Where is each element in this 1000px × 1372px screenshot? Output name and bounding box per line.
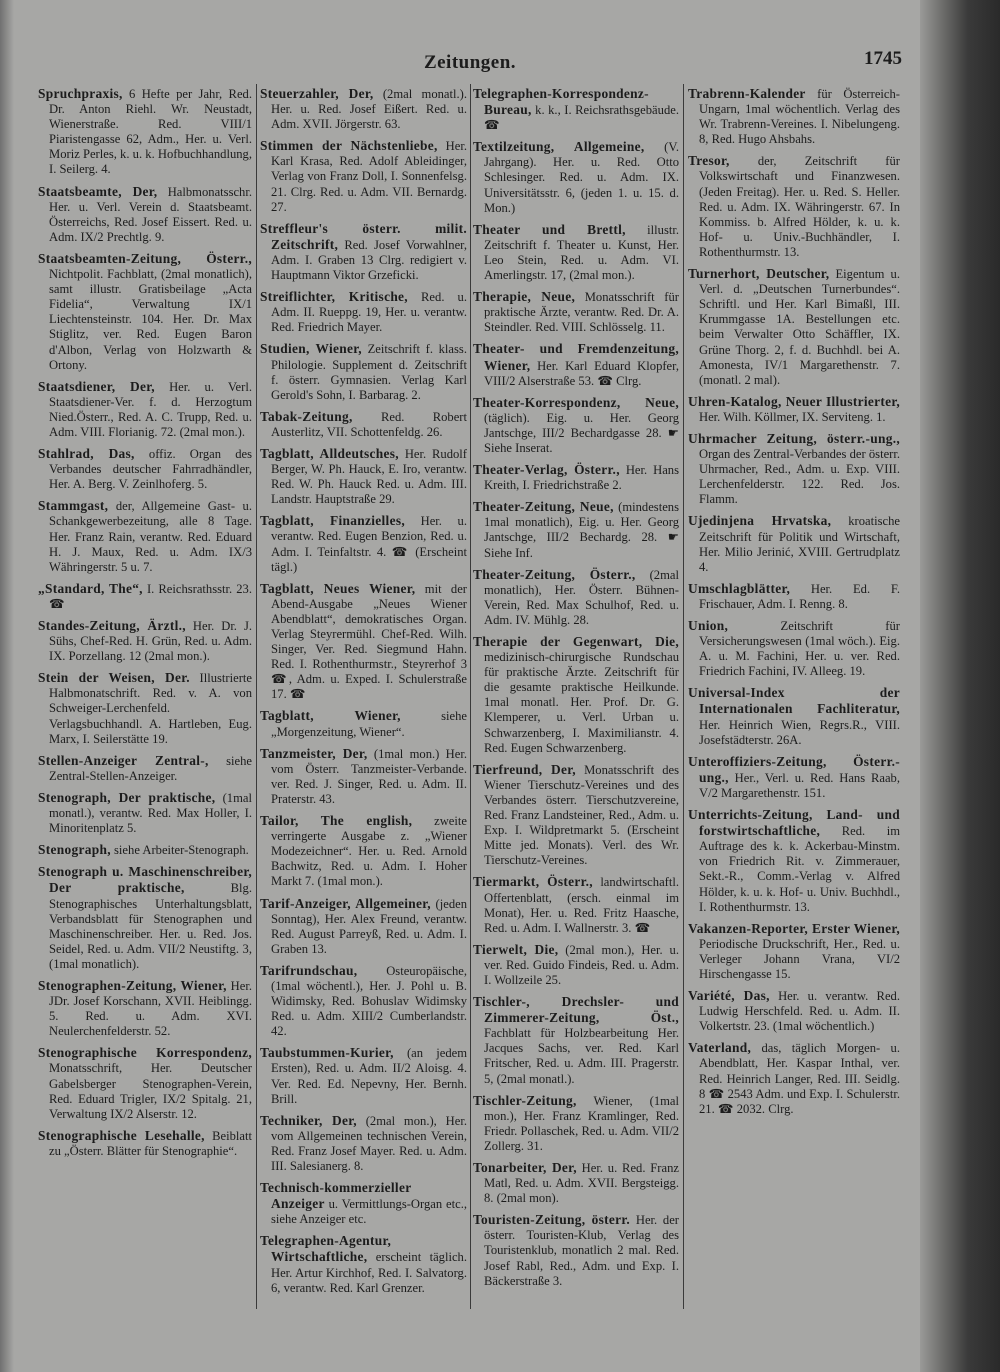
entry-title: Uhrmacher Zeitung, österr.-ung.,	[688, 430, 900, 446]
entry-details: (2mal mon.), Her. u. ver. Red. Guido Findeis, Red. u. Adm. I. Wollzeile 25.	[484, 942, 679, 987]
column-3	[473, 86, 679, 1295]
entry-details: Zeitschrift f. klass. Philologie. Supplement d. Zeitschrift f. österr. Gymnasien. Verlag Karl Gerold's Sohn, I. Barbarag. 2.	[271, 342, 467, 402]
directory-entry	[688, 685, 900, 747]
directory-entry	[260, 289, 467, 335]
directory-entry	[473, 634, 679, 756]
directory-entry	[260, 963, 467, 1039]
directory-entry	[688, 807, 900, 915]
entry-details: Her. Ed. F. Frischauer, Adm. I. Renng. 8.	[699, 581, 900, 611]
entry-details: Her. Karl Eduard Klopfer, VIII/2 Alserstraße 53. ☎ Clrg.	[484, 358, 679, 388]
entry-title: Techniker, Der,	[260, 1112, 357, 1128]
entry-title: Tagblatt, Wiener,	[260, 708, 401, 724]
entry-title: Vaterland,	[688, 1040, 752, 1056]
entry-title: Stenograph,	[38, 842, 111, 858]
directory-entry	[473, 942, 679, 988]
entry-title: Stenograph u. Maschinenschreiber, Der praktische,	[38, 864, 252, 896]
entry-details: siehe „Morgenzeitung, Wiener“.	[271, 709, 467, 739]
entry-details: kroatische Zeitschrift für Politik und Wirtschaft, Her. Milio Jerinić, XVIII. Gertrudplatz 4.	[699, 514, 900, 574]
directory-entry	[260, 746, 467, 807]
entry-title: Trabrenn-Kalender	[688, 86, 806, 101]
entry-title: Tierfreund, Der,	[473, 761, 576, 777]
entry-details: (1mal monatl.), verantw. Red. Max Holler, I. Minoritenplatz 5.	[49, 790, 252, 836]
directory-entry	[473, 874, 679, 935]
entry-details: Illustrierte Halbmonatschrift. Red. v. A. von Schweiger-Lerchenfeld. Verlagsbuchhandl. A. Hartleben, Eug. Marx, I. Seilerstätte 19.	[49, 671, 252, 746]
directory-entry	[38, 618, 252, 664]
directory-entry	[473, 1093, 679, 1154]
entry-title: Theater-Verlag, Österr.,	[473, 462, 620, 478]
directory-entry	[688, 618, 900, 679]
entry-title: Tarifrundschau,	[260, 962, 358, 978]
directory-entry	[38, 1045, 252, 1121]
entry-details: illustr. Zeitschrift f. Theater u. Kunst, Her. Leo Stein, Red. u. Adm. VI. Amerlingstr. 17, (2mal mon.).	[484, 222, 679, 283]
entry-details: Periodische Druckschrift, Her., Red. u. Verleger Johann Vrana, VI/2 Hirschengasse 15.	[699, 936, 900, 981]
entry-title: Ujedinjena Hrvatska,	[688, 513, 832, 529]
entry-title: Theater-Zeitung, Neue,	[473, 499, 614, 515]
directory-entry	[688, 513, 900, 574]
entry-details: für Österreich-Ungarn, 1mal wöchentlich. Verlag des Wr. Trabrenn-Vereines. I. Nibelungeng. 8, Red. Hugo Ahsbahs.	[699, 87, 900, 147]
entry-title: Stenographische Korrespondenz,	[38, 1045, 252, 1061]
entry-title: Steuerzahler, Der,	[260, 86, 374, 101]
entry-details: Beiblatt zu „Österr. Blätter für Stenographie“.	[49, 1128, 252, 1158]
column-divider	[683, 84, 684, 1309]
directory-entry	[260, 221, 467, 283]
directory-entry	[473, 994, 679, 1087]
directory-entry	[473, 395, 679, 456]
directory-entry	[473, 499, 679, 560]
entry-details: u. Vermittlungs-Organ etc., siehe Anzeiger etc.	[271, 1197, 467, 1227]
entry-details: offiz. Organ des Verbandes deutscher Fahrradhändler, Her. A. Berg. V. Zeinlhoferg. 5.	[49, 447, 252, 492]
directory-entry	[38, 753, 252, 784]
entry-title: Theater und Brettl,	[473, 221, 626, 237]
directory-entry	[473, 289, 679, 335]
entry-title: Turnerhort, Deutscher,	[688, 266, 830, 282]
directory-entry	[688, 266, 900, 388]
page-title: Zeitungen.	[423, 52, 517, 73]
entry-details: Organ des Zentral-Verbandes der österr. Uhrmacher, Red., Adm. u. Exp. VIII. Lerchenfelderstr. 122. Red. Jos. Flamm.	[699, 447, 900, 507]
directory-entry	[38, 379, 252, 440]
entry-details: Nichtpolit. Fachblatt, (2mal monatlich), samt illustr. Gratisbeilage „Acta Fidelia“, Verwaltung IX/1 Liechtensteinstr. 104. Her. Dr. Max Stiglitz, ver. Red. Eugen Baron d'Albon, Verlag von Holzwarth & Ortony.	[49, 267, 252, 372]
directory-entry	[473, 762, 679, 869]
entry-title: Stein der Weisen, Der.	[38, 670, 190, 686]
column-divider	[256, 84, 257, 1309]
entry-title: Tanzmeister, Der,	[260, 745, 368, 761]
directory-entry	[38, 581, 252, 612]
directory-entry	[688, 86, 900, 147]
entry-title: Tischler-, Drechsler- und Zimmerer-Zeitung, Öst.,	[473, 994, 679, 1026]
page-edge-left	[0, 0, 14, 1372]
directory-entry	[38, 670, 252, 746]
entry-title: Tagblatt, Alldeutsches,	[260, 445, 399, 461]
directory-entry	[260, 341, 467, 402]
entry-details: Zeitschrift für Versicherungswesen (1mal wöch.). Eig. A. u. M. Fachini, Her. u. ver. Red. Friedrich Fachini, IV. Alleeg. 19.	[699, 619, 900, 679]
entry-title: Streiflichter, Kritische,	[260, 289, 408, 305]
directory-entry	[688, 1040, 900, 1116]
entry-details: (2mal monatlich), Her. Österr. Bühnen-Verein, Red. Max Schulhof, Red. u. Adm. IV. Mühlg. 28.	[484, 567, 679, 627]
entry-details: Fachblatt für Holzbearbeitung Her. Jacques Sachs, ver. Red. Karl Fritscher, Red. u. Adm. III. Pragerstr. 5, (2mal monatl.).	[484, 1026, 679, 1086]
entry-details: (V. Jahrgang). Her. u. Red. Otto Schlesinger. Red. u. Adm. IX. Universitätsstr. 6, (jeden 1. u. 15. d. Mon.)	[484, 140, 679, 215]
directory-entry	[473, 1160, 679, 1206]
directory-entry	[260, 1180, 467, 1227]
directory-entry	[38, 1128, 252, 1159]
entry-details: der, Allgemeine Gast- u. Schankgewerbezeitung, alle 8 Tage. Her. Franz Rain, verantw. Red. Eduard H. J. Maux, Red. u. Adm. IX/3 Währingerstr. 5 u. 7.	[49, 499, 252, 574]
entry-details: Her. Heinrich Wien, Regrs.R., VIII. Josefstädterstr. 26A.	[699, 717, 900, 747]
entry-title: Therapie, Neue,	[473, 289, 576, 305]
column-4	[688, 86, 900, 1123]
entry-title: Staatsbeamten-Zeitung, Österr.,	[38, 250, 252, 266]
directory-entry	[473, 1212, 679, 1288]
entry-title: Staatsdiener, Der,	[38, 378, 155, 394]
entry-details: (mindestens 1mal monatlich), Eig. u. Her. Georg Jantschge, III/2 Bechardg. 28. ☛ Siehe Inf.	[484, 500, 679, 560]
entry-title: Streffleur's österr. milit. Zeitschrift,	[260, 220, 467, 252]
entry-title: Stimmen der Nächstenliebe,	[260, 138, 438, 154]
entry-details: Her. u. Red. Franz Matl, Red. u. Adm. XVII. Bergsteigg. 8. (2mal mon).	[484, 1161, 679, 1206]
entry-details: Her. Rudolf Berger, W. Ph. Hauck, E. Iro, verantw. Red. W. Ph. Hauck Red. u. Adm. III. Landstr. Hauptstraße 29.	[271, 446, 467, 507]
directory-entry	[260, 138, 467, 214]
entry-title: Theater-Korrespondenz, Neue,	[473, 394, 679, 410]
directory-entry	[38, 251, 252, 373]
entry-details: 6 Hefte per Jahr, Red. Dr. Anton Riehl. Wr. Neustadt, Wienerstraße. Red. VIII/1 Piaristengasse 62, Adm., Her. u. Verl. Moriz Perles, k. u. k. Hofbuchhandlung, I. Seilerg. 4.	[49, 87, 252, 177]
entry-details: Her. der österr. Touristen-Klub, Verlag des Touristenklub, monatlich 2 mal. Red. Josef Rabl, Red., Adm. und Exp. I. Bäckerstraße 3.	[484, 1213, 680, 1288]
entry-title: Stenographische Lesehalle,	[38, 1127, 205, 1143]
directory-entry	[688, 153, 900, 260]
directory-entry	[260, 1045, 467, 1106]
entry-details: zweite verringerte Ausgabe z. „Wiener Modezeichner“. Her. u. Red. Arnold Bachwitz, Red. u. Adm. I. Hoher Markt 7. (1mal mon.).	[271, 814, 467, 889]
entry-details: Her. u. verantw. Red. Ludwig Herschfeld. Red. u. Adm. II. Volkertstr. 23. (1mal wöchentlich.)	[699, 989, 900, 1034]
entry-title: Vakanzen-Reporter, Erster Wiener,	[688, 920, 900, 936]
entry-details: Eigentum u. Verl. d. „Deutschen Turnerbundes“. Schriftl. und Her. Karl Bimaßl, III. Krummgasse 1A. Bestellungen etc. beim Verwalter Otto Schäffler, IX. Grüne Thorg. 2, f. d. Buchhdl. bei A. Amonesta, IV/1 Margarethenstr. 7. (monatl. 2 mal).	[699, 267, 900, 387]
directory-entry	[260, 1233, 467, 1295]
entry-details: Her. Karl Krasa, Red. Adolf Ableidinger, Verlag von Franz Doll, I. Sonnenfelsg. 21. Clrg. Red. u. Adm. VII. Bernardg. 27.	[271, 139, 467, 214]
entry-title: Stammgast,	[38, 498, 109, 514]
column-1	[38, 86, 252, 1165]
entry-title: Therapie der Gegenwart, Die,	[473, 634, 679, 649]
directory-entry	[688, 431, 900, 507]
entry-title: Touristen-Zeitung, österr.	[473, 1212, 631, 1228]
directory-entry	[38, 86, 252, 178]
directory-entry	[473, 222, 679, 283]
entry-title: Variété, Das,	[688, 988, 770, 1004]
entry-title: Technisch-kommerzieller Anzeiger	[260, 1180, 412, 1212]
entry-details: mit der Abend-Ausgabe „Neues Wiener Abendblatt“, demokratisches Organ. Verlag Steyrermühl. Chef-Red. Wilh. Singer, Ver. Red. Siegmund Hahn. Red. I. Rothenthurmstr., Steyrerhof 3 ☎, Adm. u. Exped. I. Schulerstraße 17. ☎	[271, 581, 467, 702]
directory-entry	[688, 581, 900, 612]
entry-title: Studien, Wiener,	[260, 341, 362, 357]
directory-entry	[688, 754, 900, 801]
entry-details: (täglich). Eig. u. Her. Georg Jantschge, III/2 Bechardgasse 28. ☛ Siehe Inserat.	[484, 410, 679, 455]
directory-entry	[260, 446, 467, 507]
entry-details: Monatsschrift für praktische Ärzte, verantw. Red. Dr. A. Steindler. Red. VIII. Schlösselg. 11.	[484, 290, 679, 335]
entry-details: Monatsschrift, Her. Deutscher Gabelsberger Stenographen-Verein, Red. Eduard Trigler, IX/2 Spitalg. 21, Verwaltung IX/2 Alserstr. 12.	[49, 1061, 252, 1121]
entry-details: (jeden Sonntag), Her. Alex Freund, verantw. Red. August Parreyß, Red. u. Adm. I. Graben 13.	[271, 896, 467, 956]
directory-entry	[260, 86, 467, 132]
entry-details: Her. Wilh. Köllmer, IX. Serviteng. 1.	[699, 409, 886, 424]
entry-details: Her. Hans Kreith, I. Friedrichstraße 2.	[484, 463, 679, 493]
directory-entry	[38, 842, 252, 858]
entry-details: erscheint täglich. Her. Artur Kirchhof, Red. I. Salvatorg. 6, verantw. Red. Karl Grenzer.	[271, 1250, 467, 1295]
entry-details: Halbmonatsschr. Her. u. Verl. Verein d. Staatsbeamt. Österreichs, Red. Josef Eissert. Red. u. Adm. IX/2 Prechtlg. 9.	[49, 184, 252, 244]
directory-entry	[260, 813, 467, 889]
entry-title: Stenographen-Zeitung, Wiener,	[38, 977, 227, 993]
column-divider	[470, 84, 471, 1309]
directory-entry	[260, 513, 467, 574]
directory-entry	[38, 864, 252, 972]
entry-details: Wiener, (1mal mon.), Her. Franz Kramlinger, Red. Friedr. Pollaschek, Red. u. Adm. VII/2 Zollerg. 31.	[484, 1093, 680, 1153]
entry-title: Stenograph, Der praktische,	[38, 789, 216, 805]
entry-title: „Standard, The“,	[38, 580, 143, 596]
entry-details: (an jedem Ersten), Red. u. Adm. II/2 Aloisg. 4. Ver. Red. Ed. Nepevny, Her. Bernh. Brill.	[271, 1046, 467, 1106]
entry-details: I. Reichsrathsstr. 23. ☎	[49, 581, 252, 611]
entry-title: Telegraphen-Korrespondenz-Bureau,	[473, 86, 649, 118]
directory-entry	[260, 896, 467, 957]
directory-entry	[38, 978, 252, 1039]
entry-title: Tagblatt, Finanzielles,	[260, 513, 405, 529]
directory-entry	[260, 708, 467, 739]
entry-title: Uhren-Katalog, Neuer Illustrierter,	[688, 393, 900, 409]
column-2	[260, 86, 467, 1302]
entry-details: siehe Arbeiter-Stenograph.	[114, 843, 249, 858]
entry-title: Tabak-Zeitung,	[260, 408, 353, 424]
entry-title: Tagblatt, Neues Wiener,	[260, 580, 416, 596]
directory-entry	[473, 462, 679, 493]
directory-entry	[260, 1113, 467, 1174]
entry-title: Stellen-Anzeiger Zentral-,	[38, 752, 209, 768]
entry-title: Staatsbeamte, Der,	[38, 183, 158, 199]
entry-title: Tiermarkt, Österr.,	[473, 874, 593, 890]
entry-details: der, Zeitschrift für Volkswirtschaft und Finanzwesen. (Jeden Freitag). Her. u. Red. S. Heller. Red. u. Adm. IX. Währingerstr. 67. In Kommiss. b. Alfred Hölder, k. u. k. Hof- u. Univ.-Buchhändler, I. Rothenthurmstr. 13.	[699, 154, 900, 259]
entry-title: Theater- und Fremdenzeitung, Wiener,	[473, 341, 679, 373]
entry-title: Tarif-Anzeiger, Allgemeiner,	[260, 895, 431, 911]
entry-title: Tresor,	[688, 153, 730, 169]
entry-details: landwirtschaftl. Offertenblatt, (ersch. einmal im Monat), Her. u. Red. Fritz Haasche, Red. u. Adm. I. Wallnerstr. 3. ☎	[484, 875, 679, 935]
directory-entry	[688, 921, 900, 982]
entry-details: Red. im Auftrage des k. k. Ackerbau-Minstm. von Friedrich Rit. v. Zimmerauer, Sekt.-R., Comm.-Verlag v. Alfred Hölder, k. u. k. Hof- u. Univ. Buchhdl., I. Rothenthurmstr. 13.	[699, 824, 900, 914]
directory-entry	[38, 790, 252, 836]
entry-title: Textilzeitung, Allgemeine,	[473, 139, 645, 155]
entry-details: Red. Josef Vorwahlner, Adm. I. Graben 13 Clrg. redigiert v. Hauptmann Viktor Grzeficki.	[271, 237, 467, 283]
directory-entry	[473, 86, 679, 133]
entry-details: k. k., I. Reichsrathsgebäude. ☎	[484, 103, 679, 133]
entry-details: (2mal monatl.). Her. u. Red. Josef Eißert. Red. u. Adm. XVII. Jörgerstr. 63.	[271, 87, 467, 132]
entry-details: Blg. Stenographisches Unterhaltungsblatt, Verbandsblatt für Stenographen und Maschinenschreiber. Her. u. Red. Jos. Seidel, Red. u. Adm. VII/2 Neustiftg. 3, (1mal monatlich).	[49, 881, 252, 971]
entry-details: Red. u. Adm. II. Rueppg. 19, Her. u. verantw. Red. Friedrich Mayer.	[271, 290, 467, 335]
page-number: 1745	[864, 48, 902, 69]
directory-entry	[473, 567, 679, 628]
entry-title: Unteroffiziers-Zeitung, Österr.-ung.,	[688, 753, 900, 785]
entry-title: Theater-Zeitung, Österr.,	[473, 566, 636, 582]
directory-entry	[38, 498, 252, 574]
entry-details: Her. u. verantw. Red. Eugen Benzion, Red. u. Adm. I. Teinfaltstr. 4. ☎ (Erscheint tägl.)	[271, 514, 467, 574]
entry-title: Umschlagblätter,	[688, 580, 791, 596]
entry-title: Standes-Zeitung, Ärztl.,	[38, 618, 186, 633]
entry-details: Her. Dr. J. Sühs, Chef-Red. H. Grün, Red. u. Adm. IX. Porzellang. 12 (2mal mon.).	[49, 619, 252, 664]
entry-details: Monatsschrift des Wiener Tierschutz-Vereines und des Verbandes österr. Tierschutzvereine, Red. Franz Landsteiner, Red., Adm. u. Exp. I. Wildpretmarkt 5. (Erscheint Mitte jed. Monats). Verl. des Wr. Tierschutz-Vereines.	[484, 762, 680, 868]
entry-details: Red. Robert Austerlitz, VII. Schottenfeldg. 26.	[271, 409, 467, 439]
entry-details: (1mal mon.) Her. vom Österr. Tanzmeister-Verbande. ver. Red. J. Singer, Red. u. Adm. II. Praterstr. 43.	[271, 746, 467, 806]
entry-details: siehe Zentral-Stellen-Anzeiger.	[49, 753, 252, 783]
entry-title: Tischler-Zeitung,	[473, 1092, 577, 1108]
directory-entry	[38, 446, 252, 492]
entry-title: Tailor, The english,	[260, 813, 413, 829]
directory-entry	[473, 139, 679, 215]
entry-details: (2mal mon.), Her. vom Allgemeinen technischen Verein, Red. Franz Josef Mayer. Red. u. Adm. III. Salesianerg. 8.	[271, 1113, 467, 1173]
directory-entry	[260, 409, 467, 440]
page-edge-right	[920, 0, 1000, 1372]
entry-details: Osteuropäische, (1mal wöchentl.), Her. J. Pohl u. B. Widimsky, Red. Bohuslav Widimsky Red. u. Adm. XIII/2 Cumberlandstr. 42.	[271, 963, 467, 1039]
entry-title: Tonarbeiter, Der,	[473, 1160, 577, 1175]
entry-title: Universal-Index der Internationalen Fachliteratur,	[688, 685, 900, 717]
entry-details: medizinisch-chirurgische Rundschau für praktische Ärzte. Zeitschrift für die gesamte praktische Heilkunde. 1mal monatl. Her. Prof. Dr. G. Klemperer, u. Verl. Urban u. Schwarzenberg, I. Maximilianstr. 4. Red. Eugen Schwarzenberg.	[484, 650, 679, 755]
directory-entry	[260, 581, 467, 703]
entry-title: Tierwelt, Die,	[473, 941, 559, 957]
entry-title: Unterrichts-Zeitung, Land- und forstwirtschaftliche,	[688, 807, 900, 839]
directory-entry	[473, 341, 679, 388]
entry-title: Stahlrad, Das,	[38, 446, 135, 462]
directory-entry	[688, 394, 900, 425]
entry-details: Her. u. Verl. Staatsdiener-Ver. f. d. Herzogtum Nied.Österr., Red. A. C. Trupp, Red. u. Adm. VIII. Florianig. 72. (2mal mon.).	[49, 379, 252, 439]
entry-title: Taubstummen-Kurier,	[260, 1045, 394, 1061]
entry-details: Her., Verl. u. Red. Hans Raab, V/2 Margarethenstr. 151.	[699, 770, 900, 800]
entry-title: Union,	[688, 618, 729, 633]
entry-details: Her. JDr. Josef Korschann, XVII. Heiblingg. 5. Red. u. Adm. XVI. Neulerchenfelderstr. 52.	[49, 978, 252, 1039]
directory-entry	[38, 184, 252, 245]
entry-details: das, täglich Morgen- u. Abendblatt, Her. Kaspar Inthal, ver. Red. Heinrich Langer, Red. III. Seidlg. 8 ☎ 2543 Adm. und Exp. I. Schulerstr. 21. ☎ 2032. Clrg.	[699, 1041, 900, 1116]
entry-title: Telegraphen-Agentur, Wirtschaftliche,	[260, 1233, 392, 1265]
directory-entry	[688, 988, 900, 1034]
entry-title: Spruchpraxis,	[38, 86, 123, 101]
